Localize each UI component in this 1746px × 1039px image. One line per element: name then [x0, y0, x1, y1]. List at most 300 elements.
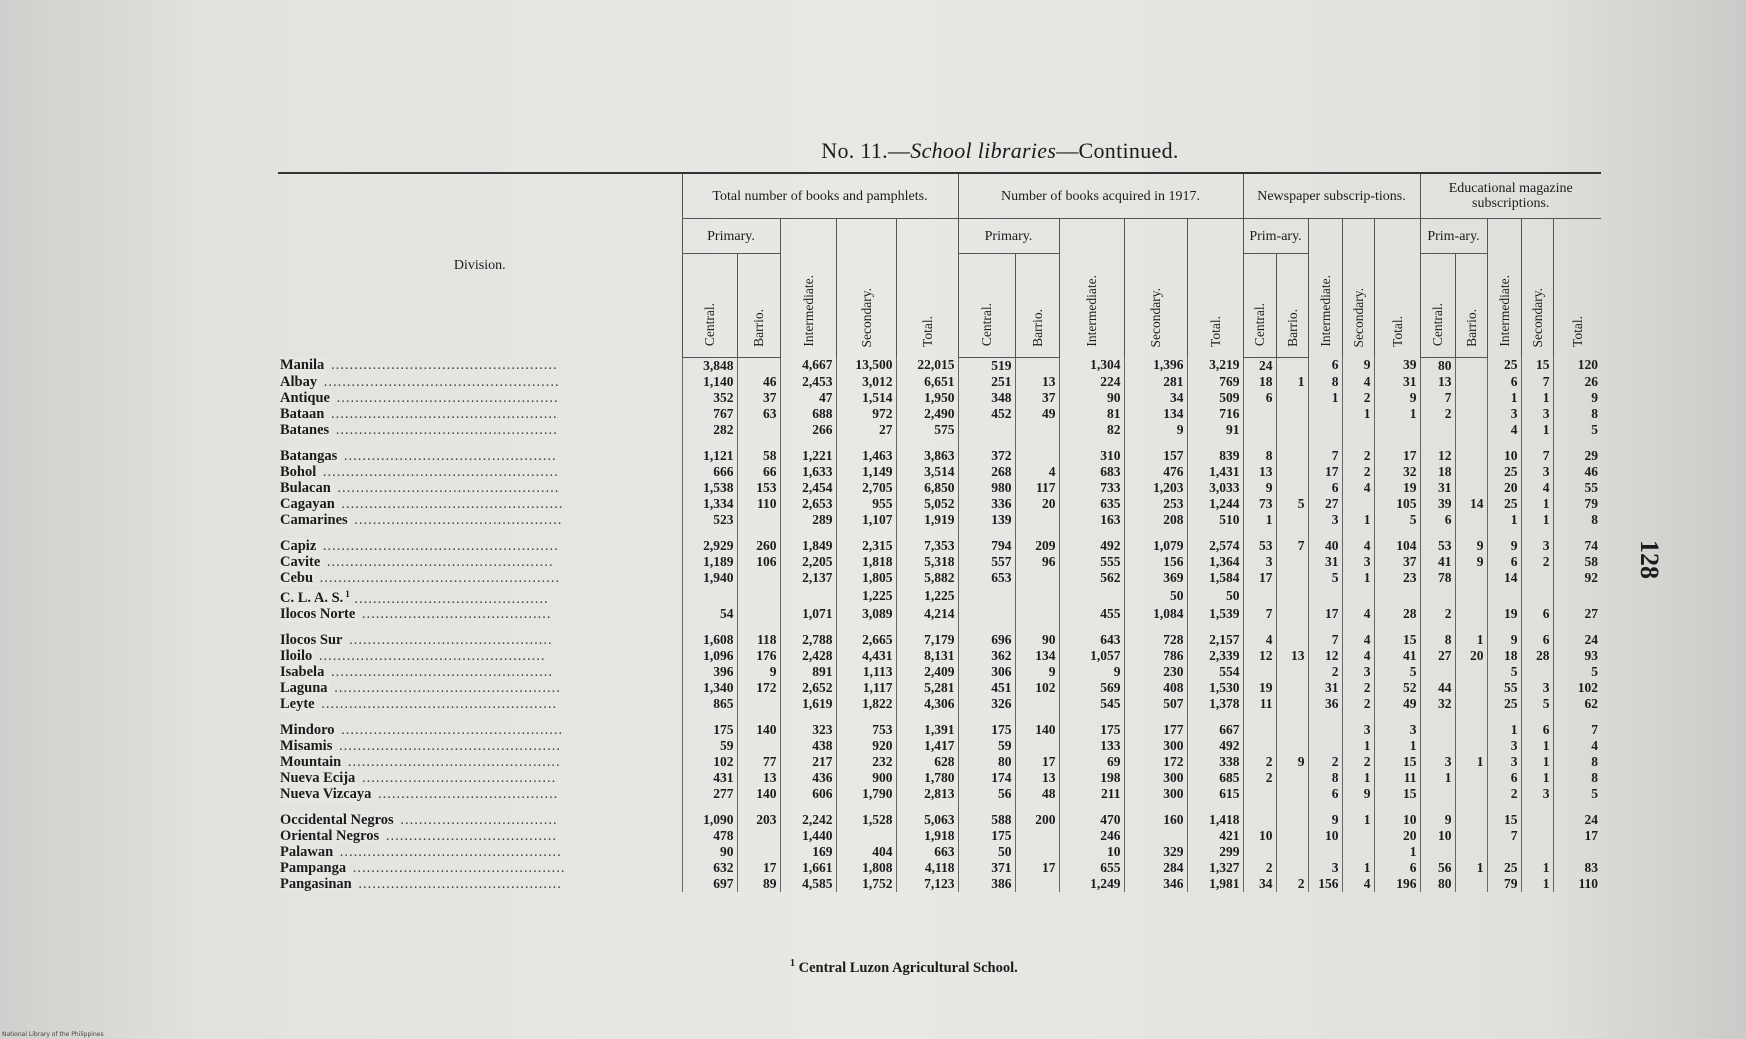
value-cell: 39	[1374, 357, 1420, 374]
value-cell	[737, 586, 780, 607]
value-cell: 1,225	[836, 586, 896, 607]
value-cell	[1420, 722, 1455, 738]
value-cell	[1243, 786, 1276, 802]
value-cell: 32	[1420, 696, 1455, 712]
leader-dots: ................................................	[335, 844, 562, 861]
value-cell: 1,790	[836, 786, 896, 802]
value-cell: 175	[958, 828, 1015, 844]
value-cell: 716	[1187, 406, 1243, 422]
value-cell: 1,981	[1187, 876, 1243, 892]
value-cell: 1,334	[682, 496, 737, 512]
value-cell: 3	[1308, 512, 1342, 528]
gap-cell	[780, 528, 836, 538]
value-cell: 632	[682, 860, 737, 876]
value-cell: 794	[958, 538, 1015, 554]
division-name: Manila	[280, 357, 325, 374]
value-cell: 8	[1553, 770, 1601, 786]
value-cell: 2,242	[780, 812, 836, 828]
value-cell: 140	[1015, 722, 1059, 738]
division-header: Division.	[278, 173, 682, 357]
value-cell: 175	[1059, 722, 1124, 738]
value-cell: 2,205	[780, 554, 836, 570]
value-cell: 1	[1521, 422, 1553, 438]
value-cell: 688	[780, 406, 836, 422]
value-cell	[682, 586, 737, 607]
group-header-magazine: Educational magazine subscriptions.	[1420, 173, 1601, 219]
value-cell	[737, 512, 780, 528]
value-cell	[1276, 770, 1308, 786]
value-cell: 32	[1374, 464, 1420, 480]
value-cell: 251	[958, 374, 1015, 390]
value-cell: 5	[1553, 422, 1601, 438]
value-cell: 15	[1374, 754, 1420, 770]
value-cell	[1015, 357, 1059, 374]
gap-cell	[780, 802, 836, 812]
col-header-secondary: Secondary.	[1342, 219, 1374, 358]
value-cell: 1,514	[836, 390, 896, 406]
value-cell: 20	[1015, 496, 1059, 512]
gap-cell	[1187, 712, 1243, 722]
value-cell: 1,530	[1187, 680, 1243, 696]
value-cell: 66	[737, 464, 780, 480]
value-cell	[1521, 844, 1553, 860]
value-cell: 139	[958, 512, 1015, 528]
value-cell: 733	[1059, 480, 1124, 496]
value-cell: 2,929	[682, 538, 737, 554]
value-cell: 1,304	[1059, 357, 1124, 374]
gap-cell	[896, 802, 958, 812]
table-row	[278, 390, 1601, 406]
gap-cell	[1521, 802, 1553, 812]
table-row	[278, 812, 1601, 828]
value-cell	[1455, 664, 1487, 680]
gap-cell	[1187, 438, 1243, 448]
division-cell	[278, 860, 682, 876]
value-cell: 9	[1342, 786, 1374, 802]
gap-cell	[1342, 712, 1374, 722]
value-cell: 1,203	[1124, 480, 1187, 496]
value-cell: 41	[1420, 554, 1455, 570]
value-cell: 3	[1487, 738, 1521, 754]
value-cell	[1420, 844, 1455, 860]
leader-dots: ...................................................	[316, 696, 558, 713]
value-cell: 10	[1308, 828, 1342, 844]
value-cell: 9	[1553, 390, 1601, 406]
gap-cell	[780, 712, 836, 722]
gap-cell	[958, 622, 1015, 632]
value-cell: 1	[1342, 770, 1374, 786]
value-cell: 1,918	[896, 828, 958, 844]
value-cell	[1308, 586, 1342, 607]
gap-cell	[278, 802, 682, 812]
value-cell: 8	[1308, 374, 1342, 390]
value-cell: 77	[737, 754, 780, 770]
gap-cell	[896, 622, 958, 632]
value-cell: 69	[1059, 754, 1124, 770]
gap-cell	[682, 802, 737, 812]
value-cell	[1521, 828, 1553, 844]
value-cell: 557	[958, 554, 1015, 570]
division-cell	[278, 480, 682, 496]
value-cell: 9	[1420, 812, 1455, 828]
table-row	[278, 860, 1601, 876]
gap-cell	[1374, 712, 1420, 722]
value-cell: 211	[1059, 786, 1124, 802]
division-cell	[278, 754, 682, 770]
value-cell: 4	[1342, 876, 1374, 892]
value-cell	[1276, 860, 1308, 876]
division-name: Albay	[280, 373, 318, 390]
table-row	[278, 680, 1601, 696]
value-cell: 4	[1243, 632, 1276, 648]
value-cell	[1455, 812, 1487, 828]
division-cell	[278, 374, 682, 390]
value-cell: 10	[1374, 812, 1420, 828]
value-cell: 73	[1243, 496, 1276, 512]
value-cell	[1015, 606, 1059, 622]
value-cell: 2,453	[780, 374, 836, 390]
value-cell: 1,364	[1187, 554, 1243, 570]
value-cell: 696	[958, 632, 1015, 648]
division-name: Bulacan	[280, 479, 331, 496]
value-cell	[1521, 664, 1553, 680]
value-cell: 17	[1374, 448, 1420, 464]
value-cell: 15	[1487, 812, 1521, 828]
value-cell: 1	[1374, 738, 1420, 754]
value-cell: 5	[1308, 570, 1342, 586]
col-header-secondary: Secondary.	[1124, 219, 1187, 358]
value-cell: 118	[737, 632, 780, 648]
division-name: Laguna	[280, 680, 328, 697]
gap-cell	[1455, 438, 1487, 448]
value-cell	[1455, 390, 1487, 406]
value-cell: 27	[836, 422, 896, 438]
value-cell: 14	[1455, 496, 1487, 512]
value-cell: 329	[1124, 844, 1187, 860]
value-cell: 203	[737, 812, 780, 828]
gap-cell	[737, 802, 780, 812]
leader-dots: ...................................................	[319, 373, 560, 390]
value-cell: 300	[1124, 738, 1187, 754]
value-cell: 7	[1308, 448, 1342, 464]
value-cell: 5,318	[896, 554, 958, 570]
value-cell: 10	[1243, 828, 1276, 844]
value-cell: 9	[1487, 538, 1521, 554]
value-cell: 2,813	[896, 786, 958, 802]
gap-cell	[1243, 802, 1276, 812]
value-cell: 299	[1187, 844, 1243, 860]
value-cell: 6	[1521, 606, 1553, 622]
value-cell: 2	[1420, 606, 1455, 622]
value-cell: 5,052	[896, 496, 958, 512]
gap-cell	[1276, 802, 1308, 812]
division-cell	[278, 876, 682, 892]
table-row	[278, 496, 1601, 512]
value-cell: 3	[1521, 786, 1553, 802]
value-cell: 1,107	[836, 512, 896, 528]
gap-cell	[958, 438, 1015, 448]
gap-cell	[1243, 438, 1276, 448]
value-cell: 24	[1243, 357, 1276, 374]
value-cell: 5	[1374, 512, 1420, 528]
table-row	[278, 770, 1601, 786]
value-cell	[1276, 554, 1308, 570]
gap-cell	[1553, 528, 1601, 538]
value-cell: 4,118	[896, 860, 958, 876]
value-cell	[1276, 664, 1308, 680]
value-cell: 369	[1124, 570, 1187, 586]
value-cell: 2,454	[780, 480, 836, 496]
value-cell	[1015, 448, 1059, 464]
division-name: Pangasinan	[280, 876, 352, 893]
value-cell: 1	[1342, 570, 1374, 586]
value-cell: 1,619	[780, 696, 836, 712]
value-cell: 1,584	[1187, 570, 1243, 586]
value-cell: 1,391	[896, 722, 958, 738]
value-cell: 6	[1308, 786, 1342, 802]
value-cell: 10	[1487, 448, 1521, 464]
value-cell: 11	[1374, 770, 1420, 786]
value-cell	[737, 606, 780, 622]
value-cell: 96	[1015, 554, 1059, 570]
col-header-central: Central.	[958, 254, 1015, 357]
value-cell: 1,327	[1187, 860, 1243, 876]
table-row	[278, 876, 1601, 892]
col-header-central: Central.	[682, 254, 737, 357]
value-cell: 2	[1342, 754, 1374, 770]
value-cell	[1521, 570, 1553, 586]
value-cell: 1,117	[836, 680, 896, 696]
gap-cell	[1308, 802, 1342, 812]
value-cell: 404	[836, 844, 896, 860]
gap-cell	[737, 712, 780, 722]
gap-cell	[1420, 712, 1455, 722]
col-header-secondary: Secondary.	[836, 219, 896, 358]
value-cell	[1276, 586, 1308, 607]
value-cell: 63	[737, 406, 780, 422]
value-cell: 102	[1553, 680, 1601, 696]
value-cell	[1455, 448, 1487, 464]
value-cell	[958, 606, 1015, 622]
value-cell: 519	[958, 357, 1015, 374]
value-cell: 2	[1308, 754, 1342, 770]
value-cell	[1276, 722, 1308, 738]
value-cell	[737, 696, 780, 712]
division-cell	[278, 648, 682, 664]
value-cell: 3	[1487, 406, 1521, 422]
table-row	[278, 422, 1601, 438]
value-cell: 6,850	[896, 480, 958, 496]
value-cell: 17	[1015, 754, 1059, 770]
value-cell: 1,417	[896, 738, 958, 754]
value-cell: 59	[958, 738, 1015, 754]
division-name: Batanes	[280, 421, 330, 438]
value-cell: 569	[1059, 680, 1124, 696]
value-cell	[1276, 812, 1308, 828]
value-cell: 1	[1521, 754, 1553, 770]
value-cell: 7,179	[896, 632, 958, 648]
value-cell: 9	[1276, 754, 1308, 770]
gap-cell	[836, 438, 896, 448]
value-cell: 102	[682, 754, 737, 770]
leader-dots: ..................................	[395, 812, 558, 829]
value-cell	[1276, 606, 1308, 622]
value-cell: 110	[737, 496, 780, 512]
value-cell	[1455, 464, 1487, 480]
value-cell: 753	[836, 722, 896, 738]
value-cell: 786	[1124, 648, 1187, 664]
value-cell	[958, 586, 1015, 607]
value-cell: 1,149	[836, 464, 896, 480]
value-cell	[1276, 570, 1308, 586]
division-name: Ilocos Norte	[280, 606, 356, 623]
value-cell: 9	[1342, 357, 1374, 374]
value-cell: 1,340	[682, 680, 737, 696]
value-cell: 175	[958, 722, 1015, 738]
division-name: Nueva Vizcaya	[280, 786, 372, 803]
value-cell	[1455, 722, 1487, 738]
value-cell	[1276, 464, 1308, 480]
gap-cell	[1420, 528, 1455, 538]
value-cell	[1015, 828, 1059, 844]
value-cell: 1,822	[836, 696, 896, 712]
value-cell	[1420, 738, 1455, 754]
row-group-gap	[278, 528, 1601, 538]
value-cell: 972	[836, 406, 896, 422]
value-cell: 44	[1420, 680, 1455, 696]
value-cell: 1	[1521, 860, 1553, 876]
gap-cell	[1015, 802, 1059, 812]
value-cell	[1374, 586, 1420, 607]
value-cell	[1521, 812, 1553, 828]
page-title	[700, 138, 1300, 164]
value-cell: 15	[1521, 357, 1553, 374]
value-cell: 492	[1187, 738, 1243, 754]
value-cell: 13,500	[836, 357, 896, 374]
value-cell: 17	[737, 860, 780, 876]
value-cell: 2	[1487, 786, 1521, 802]
value-cell: 5	[1374, 664, 1420, 680]
value-cell: 628	[896, 754, 958, 770]
value-cell	[1455, 570, 1487, 586]
value-cell	[1243, 812, 1276, 828]
value-cell: 27	[1308, 496, 1342, 512]
value-cell: 9	[1308, 812, 1342, 828]
value-cell: 7	[1521, 448, 1553, 464]
value-cell: 17	[1553, 828, 1601, 844]
value-cell	[1276, 422, 1308, 438]
value-cell: 1,608	[682, 632, 737, 648]
value-cell	[737, 738, 780, 754]
value-cell: 18	[1420, 464, 1455, 480]
value-cell: 352	[682, 390, 737, 406]
value-cell: 1,463	[836, 448, 896, 464]
table-row	[278, 696, 1601, 712]
leader-dots: ...................................................	[318, 537, 559, 554]
gap-cell	[1124, 712, 1187, 722]
value-cell: 1,849	[780, 538, 836, 554]
gap-cell	[682, 712, 737, 722]
value-cell: 1,079	[1124, 538, 1187, 554]
value-cell: 230	[1124, 664, 1187, 680]
value-cell	[1243, 738, 1276, 754]
value-cell: 172	[737, 680, 780, 696]
page-number: 128	[1635, 540, 1664, 579]
value-cell: 476	[1124, 464, 1187, 480]
value-cell: 346	[1124, 876, 1187, 892]
value-cell	[1342, 422, 1374, 438]
leader-dots: ..............................................	[348, 860, 566, 877]
leader-dots: ..............................................	[343, 754, 561, 771]
value-cell: 9	[1243, 480, 1276, 496]
value-cell	[737, 828, 780, 844]
table-row	[278, 554, 1601, 570]
value-cell	[958, 422, 1015, 438]
value-cell: 153	[737, 480, 780, 496]
value-cell: 80	[1420, 357, 1455, 374]
value-cell: 6	[1308, 357, 1342, 374]
value-cell: 1,057	[1059, 648, 1124, 664]
value-cell	[836, 828, 896, 844]
value-cell: 17	[1243, 570, 1276, 586]
value-cell: 643	[1059, 632, 1124, 648]
table-row	[278, 844, 1601, 860]
division-name: Camarines	[280, 511, 348, 528]
value-cell: 5	[1521, 696, 1553, 712]
value-cell: 52	[1374, 680, 1420, 696]
gap-cell	[1420, 622, 1455, 632]
footnote-ref: 1	[345, 588, 350, 599]
value-cell: 12	[1243, 648, 1276, 664]
value-cell	[1276, 390, 1308, 406]
value-cell: 2	[1342, 448, 1374, 464]
value-cell: 1,818	[836, 554, 896, 570]
value-cell: 4	[1015, 464, 1059, 480]
group-header-total-books: Total number of books and pamphlets.	[682, 173, 958, 219]
value-cell: 209	[1015, 538, 1059, 554]
value-cell: 17	[1015, 860, 1059, 876]
value-cell: 46	[1553, 464, 1601, 480]
table-row	[278, 570, 1601, 586]
gap-cell	[682, 528, 737, 538]
value-cell	[1308, 722, 1342, 738]
division-cell	[278, 606, 682, 622]
value-cell: 13	[1243, 464, 1276, 480]
division-name: Occidental Negros	[280, 812, 394, 829]
value-cell: 1	[1374, 406, 1420, 422]
value-cell: 6	[1374, 860, 1420, 876]
value-cell: 606	[780, 786, 836, 802]
value-cell: 1	[1374, 844, 1420, 860]
value-cell	[1455, 374, 1487, 390]
value-cell: 134	[1015, 648, 1059, 664]
leader-dots: ................................................	[326, 664, 553, 681]
value-cell: 6	[1487, 770, 1521, 786]
value-cell: 160	[1124, 812, 1187, 828]
value-cell: 81	[1059, 406, 1124, 422]
value-cell: 545	[1059, 696, 1124, 712]
value-cell: 1,418	[1187, 812, 1243, 828]
value-cell: 12	[1420, 448, 1455, 464]
division-name: Nueva Ecija	[280, 770, 356, 787]
gap-cell	[278, 528, 682, 538]
gap-cell	[1276, 438, 1308, 448]
value-cell	[1276, 828, 1308, 844]
value-cell: 36	[1308, 696, 1342, 712]
gap-cell	[1487, 438, 1521, 448]
value-cell: 1	[1487, 390, 1521, 406]
division-name: Batangas	[280, 447, 338, 464]
